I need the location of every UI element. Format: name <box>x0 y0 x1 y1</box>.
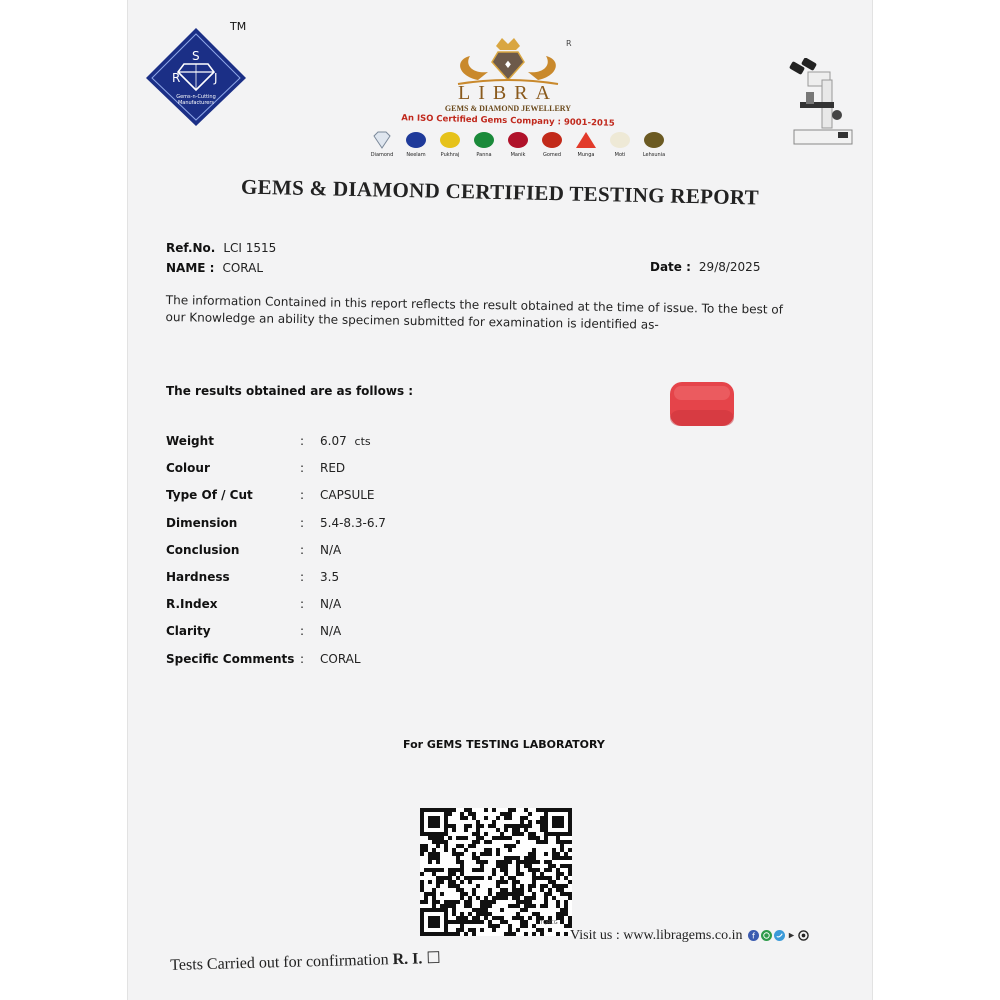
website-line <box>570 928 809 944</box>
result-row <box>166 570 486 597</box>
ref-value: LCI 1515 <box>223 241 277 255</box>
svg-text:f: f <box>752 930 755 941</box>
ref-number <box>166 239 276 257</box>
result-value <box>320 434 371 448</box>
result-colon: : <box>300 624 305 639</box>
result-label: R.Index <box>166 597 218 612</box>
result-value <box>320 516 386 530</box>
gem-diamond-icon <box>370 130 394 150</box>
svg-text:TM: TM <box>230 20 247 33</box>
report-title: GEMS & DIAMOND CERTIFIED TESTING REPORT <box>240 174 760 210</box>
result-row <box>166 624 486 651</box>
report-date <box>650 258 760 276</box>
result-colon: : <box>300 651 305 666</box>
footer-text: Tests Carried out for confirmation <box>170 951 389 974</box>
coral-capsule-image <box>668 380 736 428</box>
youtube-icon[interactable] <box>787 930 796 941</box>
result-value <box>320 624 341 638</box>
qr-caption: TQRCG <box>540 920 558 926</box>
instagram-icon[interactable] <box>798 930 809 941</box>
result-value-text: 3.5 <box>320 569 340 584</box>
checkbox-icon[interactable]: ☐ <box>426 949 441 968</box>
gemstone-legend <box>368 130 668 180</box>
footer-mark: R. I. <box>392 950 423 969</box>
specimen-name <box>166 259 263 277</box>
intro-paragraph: The information Contained in this report reflects the result obtained at the time of issue. To the best of our Knowledge an ability the specimen submitted for examination is identified as- <box>165 292 784 332</box>
gem-label: Neelam <box>406 152 426 158</box>
result-colon: : <box>300 461 305 476</box>
gem-item <box>640 130 668 158</box>
result-value-text: N/A <box>320 597 342 612</box>
svg-text:Manufacturers: Manufacturers <box>177 100 215 106</box>
gem-item <box>470 130 498 158</box>
result-label: Conclusion <box>166 542 240 557</box>
result-colon: : <box>300 488 305 503</box>
result-value-text: CAPSULE <box>320 488 375 503</box>
result-label: Dimension <box>166 515 238 530</box>
result-value <box>320 597 341 611</box>
gem-item <box>368 130 396 158</box>
result-value <box>320 543 341 557</box>
gem-item <box>402 130 430 158</box>
gem-neelam-icon <box>404 130 428 150</box>
result-row <box>166 461 486 488</box>
result-value-text: 6.07 <box>320 434 347 448</box>
gem-label: Moti <box>614 152 626 158</box>
libra-logo <box>401 36 615 129</box>
result-colon: : <box>300 597 305 612</box>
report-sheet <box>128 0 872 1000</box>
date-label: Date : <box>650 260 691 274</box>
result-colon: : <box>300 434 305 448</box>
name-label: NAME : <box>166 261 215 275</box>
result-label: Colour <box>166 461 210 476</box>
gem-label: Manik <box>510 152 526 158</box>
gem-lehsunia-icon <box>642 130 666 150</box>
gem-item <box>572 130 600 158</box>
gem-moti-icon <box>608 130 632 150</box>
svg-text:S: S <box>192 49 200 63</box>
name-value: CORAL <box>222 261 264 275</box>
result-row <box>166 516 486 543</box>
result-value-text: N/A <box>320 542 342 557</box>
result-label: Weight <box>166 434 214 448</box>
twitter-icon[interactable] <box>774 930 785 941</box>
result-row <box>166 543 486 570</box>
result-value <box>320 488 375 502</box>
gem-item <box>504 130 532 158</box>
gem-manik-icon <box>506 130 530 150</box>
gem-item <box>606 130 634 158</box>
gem-label: Gomed <box>542 152 562 158</box>
lab-signature-label: For GEMS TESTING LABORATORY <box>403 738 605 751</box>
result-label: Type Of / Cut <box>166 488 253 503</box>
svg-text:♦: ♦ <box>503 60 513 71</box>
facebook-icon[interactable] <box>748 930 759 941</box>
svg-text:J: J <box>214 71 218 85</box>
gem-gomed-icon <box>540 130 564 150</box>
svg-text:Gems-n-Cutting: Gems-n-Cutting <box>176 94 216 100</box>
result-value-text: CORAL <box>320 651 361 666</box>
whatsapp-icon[interactable] <box>761 930 772 941</box>
result-colon: : <box>300 542 305 557</box>
result-value <box>320 461 345 475</box>
result-row <box>166 652 486 679</box>
result-label: Hardness <box>166 569 230 584</box>
srj-logo <box>140 18 252 130</box>
result-colon: : <box>300 569 305 584</box>
gem-item <box>538 130 566 158</box>
website-text: Visit us : www.libragems.co.in <box>570 928 743 943</box>
gem-label: Panna <box>476 152 492 158</box>
results-heading: The results obtained are as follows : <box>166 384 414 398</box>
result-value <box>320 570 339 584</box>
result-row <box>166 434 486 461</box>
crown-emblem-icon <box>418 36 598 88</box>
gem-label: Pukhraj <box>440 152 460 158</box>
gem-munga-icon <box>574 130 598 150</box>
result-value-text: N/A <box>320 624 342 639</box>
results-table <box>166 434 486 679</box>
iso-certification: An ISO Certified Gems Company : 9001-2015 <box>401 113 615 129</box>
libra-subtitle: GEMS & DIAMOND JEWELLERY <box>444 104 572 113</box>
result-row <box>166 488 486 515</box>
svg-text:R: R <box>172 71 181 85</box>
date-value: 29/8/2025 <box>698 260 761 274</box>
footer-confirmation <box>170 948 441 975</box>
gem-label: Diamond <box>370 152 394 158</box>
qr-code[interactable] <box>420 808 572 936</box>
result-value-text: RED <box>320 461 346 476</box>
gem-item <box>436 130 464 158</box>
result-value-text: 5.4-8.3-6.7 <box>320 515 386 530</box>
gem-label: Munga <box>577 152 595 158</box>
microscope-icon <box>788 58 868 158</box>
gem-panna-icon <box>472 130 496 150</box>
gem-pukhraj-icon <box>438 130 462 150</box>
result-colon: : <box>300 515 305 530</box>
result-row <box>166 597 486 624</box>
gem-label: Lehsunia <box>642 152 666 158</box>
result-value <box>320 652 361 666</box>
libra-name: LIBRA <box>458 82 558 104</box>
svg-text:R: R <box>566 39 572 48</box>
ref-label: Ref.No. <box>166 241 216 255</box>
result-label: Clarity <box>166 624 211 639</box>
result-unit: cts <box>354 435 371 448</box>
result-label: Specific Comments <box>166 651 295 666</box>
